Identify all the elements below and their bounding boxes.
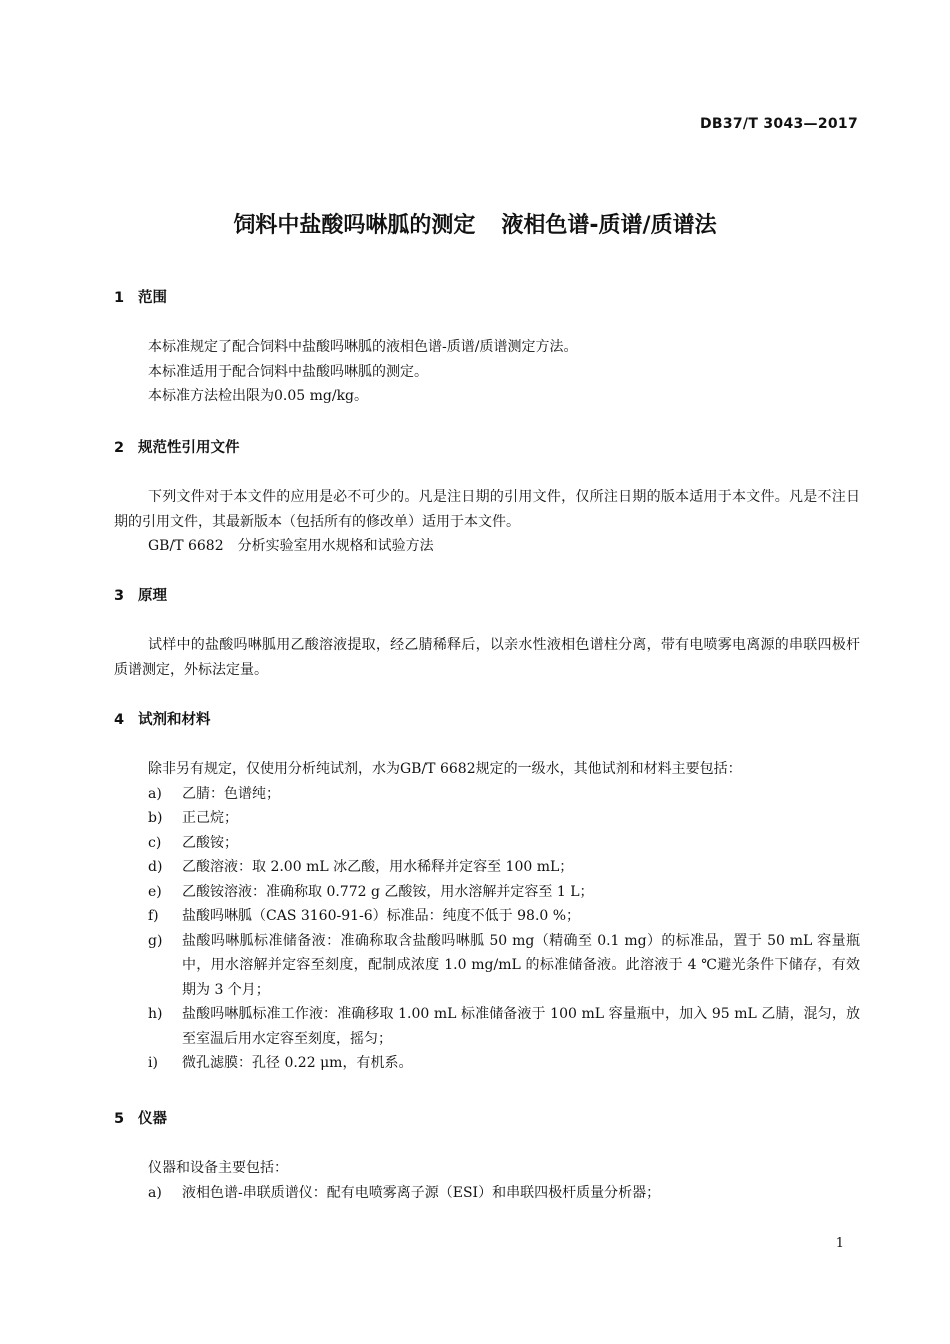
title-part-2: 液相色谱-质谱/质谱法 <box>501 213 717 238</box>
item-label: a) <box>148 785 162 802</box>
scope-line: 本标准规定了配合饲料中盐酸吗啉胍的液相色谱-质谱/质谱测定方法。 <box>148 339 578 355</box>
item-label: i) <box>148 1055 158 1071</box>
section-number: 5 <box>114 1111 125 1127</box>
list-item <box>114 806 860 831</box>
item-label: a) <box>148 1184 162 1201</box>
section-title: 原理 <box>138 588 167 604</box>
section-scope <box>114 288 860 409</box>
section-heading <box>114 438 860 458</box>
item-text: 液相色谱-串联质谱仪：配有电喷雾离子源（ESI）和串联四极杆质量分析器； <box>182 1184 661 1201</box>
list-item <box>114 1051 860 1076</box>
item-text: 乙酸溶液：取 2.00 mL 冰乙酸，用水稀释并定容至 100 mL； <box>182 859 574 875</box>
scope-line: 本标准方法检出限为0.05 mg/kg。 <box>148 388 369 404</box>
item-text: 乙腈：色谱纯； <box>182 785 280 802</box>
list-item <box>114 880 860 905</box>
page-number: 1 <box>835 1236 844 1251</box>
list-item <box>114 1002 860 1051</box>
apparatus-intro: 仪器和设备主要包括： <box>148 1160 288 1176</box>
section-principle <box>114 586 860 682</box>
list-item <box>114 855 860 880</box>
section-number: 4 <box>114 712 125 728</box>
section-apparatus <box>114 1109 860 1205</box>
item-text: 盐酸吗啉胍标准储备液：准确称取含盐酸吗啉胍 50 mg（精确至 0.1 mg）的标准品，置于 50 mL 容量瓶中，用水溶解并定容至刻度，配制成浓度 1.0 mg/mL 的标准储备液。此溶液于 4 ℃避光条件下储存，有效期为 3 个月； <box>182 932 860 998</box>
item-label: e) <box>148 883 162 900</box>
item-label: b) <box>148 810 163 826</box>
item-text: 乙酸铵溶液：准确称取 0.772 g 乙酸铵，用水溶解并定容至 1 L； <box>182 883 594 900</box>
section-title: 范围 <box>138 290 167 306</box>
item-text: 微孔滤膜：孔径 0.22 μm，有机系。 <box>182 1055 413 1071</box>
section-title: 试剂和材料 <box>138 712 211 728</box>
item-label: g) <box>148 932 163 949</box>
document-title <box>0 208 950 239</box>
item-label: f) <box>148 908 159 924</box>
list-item <box>114 929 860 1003</box>
references-paragraph: 下列文件对于本文件的应用是必不可少的。凡是注日期的引用文件，仅所注日期的版本适用于本文件。凡是不注日期的引用文件，其最新版本（包括所有的修改单）适用于本文件。 <box>114 489 860 530</box>
section-heading <box>114 1109 860 1129</box>
list-item <box>114 904 860 929</box>
reference-entry: GB/T 6682 分析实验室用水规格和试验方法 <box>148 538 434 554</box>
list-item <box>114 831 860 856</box>
section-title: 规范性引用文件 <box>138 440 240 456</box>
standard-code: DB37/T 3043—2017 <box>699 116 858 132</box>
section-number: 3 <box>114 588 125 604</box>
item-text: 盐酸吗啉胍（CAS 3160-91-6）标准品：纯度不低于 98.0 %； <box>182 908 581 924</box>
item-label: d) <box>148 859 163 875</box>
title-part-1: 饲料中盐酸吗啉胍的测定 <box>233 213 476 238</box>
list-item <box>114 1181 860 1206</box>
principle-paragraph: 试样中的盐酸吗啉胍用乙酸溶液提取，经乙腈稀释后，以亲水性液相色谱柱分离，带有电喷雾电离源的串联四极杆质谱测定，外标法定量。 <box>114 637 860 678</box>
item-text: 正己烷； <box>182 810 238 826</box>
scope-line: 本标准适用于配合饲料中盐酸吗啉胍的测定。 <box>148 363 428 380</box>
list-item <box>114 782 860 807</box>
section-reagents <box>114 710 860 1076</box>
reagents-intro: 除非另有规定，仅使用分析纯试剂，水为GB/T 6682规定的一级水，其他试剂和材料主要包括： <box>148 761 742 777</box>
item-label: h) <box>148 1006 163 1022</box>
section-number: 1 <box>114 290 125 306</box>
section-heading <box>114 288 860 308</box>
item-label: c) <box>148 834 162 851</box>
section-heading <box>114 710 860 730</box>
section-number: 2 <box>114 440 125 456</box>
item-text: 乙酸铵； <box>182 834 238 851</box>
section-title: 仪器 <box>138 1111 167 1127</box>
section-normative-references <box>114 438 860 559</box>
item-text: 盐酸吗啉胍标准工作液：准确移取 1.00 mL 标准储备液于 100 mL 容量瓶中，加入 95 mL 乙腈，混匀，放至室温后用水定容至刻度，摇匀； <box>182 1006 860 1047</box>
section-heading <box>114 586 860 606</box>
